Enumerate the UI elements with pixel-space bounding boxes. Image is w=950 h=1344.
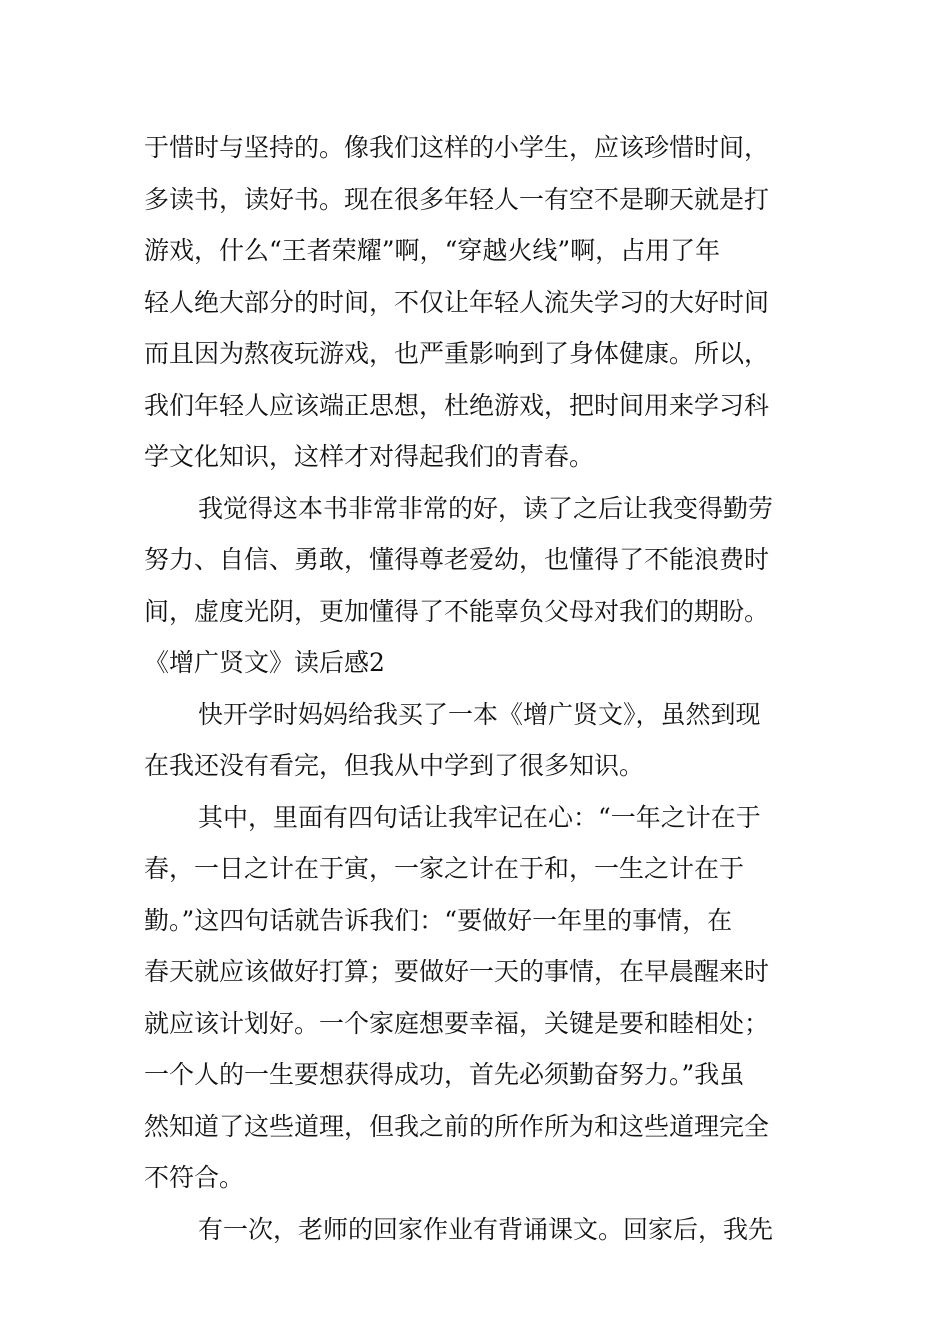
text-line: 不符合。 (144, 1163, 245, 1192)
text-line: 春天就应该做好打算；要做好一天的事情，在早晨醒来时 (144, 957, 770, 986)
text-line: 轻人绝大部分的时间，不仅让年轻人流失学习的大好时间 (144, 287, 770, 317)
text-line: 于惜时与坚持的。像我们这样的小学生，应该珍惜时间， (144, 133, 770, 162)
text-line: 《增广贤文》读后感2 (144, 648, 385, 677)
text-line: 多读书，读好书。现在很多年轻人一有空不是聊天就是打 (144, 184, 770, 214)
text-line: 在我还没有看完，但我从中学到了很多知识。 (144, 751, 645, 780)
text-line: 有一次，老师的回家作业有背诵课文。回家后，我先 (198, 1214, 774, 1244)
text-line: 而且因为熬夜玩游戏，也严重影响到了身体健康。所以， (144, 339, 770, 368)
text-line: 快开学时妈妈给我买了一本《增广贤文》，虽然到现 (198, 699, 761, 729)
text-line: 勤。”这四句话就告诉我们：“要做好一年里的事情，在 (144, 905, 733, 935)
text-line: 学文化知识，这样才对得起我们的青春。 (144, 442, 595, 471)
text-line: 我觉得这本书非常非常的好，读了之后让我变得勤劳 (198, 493, 774, 523)
document-body (144, 122, 810, 1255)
text-line: 游戏，什么“王者荣耀”啊，“穿越火线”啊，占用了年 (144, 236, 721, 265)
text-line: 就应该计划好。一个家庭想要幸福，关键是要和睦相处； (144, 1008, 770, 1038)
text-line: 我们年轻人应该端正思想，杜绝游戏，把时间用来学习科 (144, 390, 770, 420)
text-line: 然知道了这些道理，但我之前的所作所为和这些道理完全 (144, 1111, 770, 1141)
text-line: 一个人的一生要想获得成功，首先必须勤奋努力。”我虽 (144, 1060, 745, 1089)
text-line: 春，一日之计在于寅，一家之计在于和，一生之计在于 (144, 854, 745, 883)
text-line: 间，虚度光阴，更加懂得了不能辜负父母对我们的期盼。 (144, 596, 770, 626)
text-line: 其中，里面有四句话让我牢记在心：“一年之计在于 (198, 802, 761, 832)
text-line: 努力、自信、勇敢，懂得尊老爱幼，也懂得了不能浪费时 (144, 545, 770, 574)
